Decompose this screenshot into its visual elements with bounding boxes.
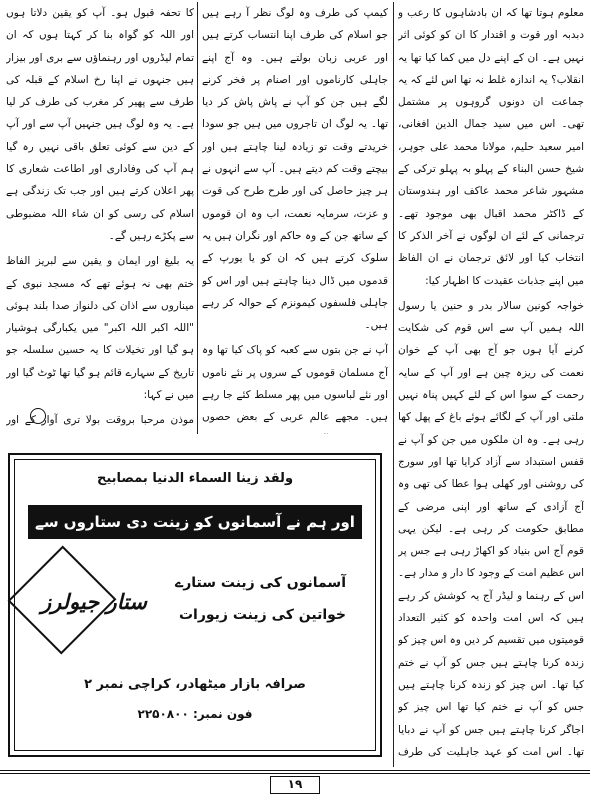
column-divider: [393, 2, 394, 767]
ad-slogan-line-2: خواتین کی زینت زیورات: [178, 607, 346, 623]
ad-address: صرافہ بازار میٹھادر، کراچی نمبر ۲: [84, 677, 306, 692]
paragraph: خواجہ کونین سالار بدر و حنین یا رسول اللہ ہمیں آپ سے اس قوم کی شکایت کرنے آیا ہوں جو آج بھی آپ کے خوان نعمت کی ریزہ چین ہے اور آپ کے سایہ رحمت کے سوا اس کے لئے کہیں پناہ نہیں ملتی اور آپ کے لگائے ہوئے باغ کے پھل کھا رہی ہے۔ وہ ان ملکوں میں جن کو آپ نے قفس استبداد سے آزاد کرایا تھا اور سورج کی روشنی اور کھلی ہوا عطا کی تھی وہ آج آزادی کے ساتھ اور اپنی مرضی کے مطابق حکومت کر رہی ہے۔ لیکن یہی قوم آج اس بنیاد کو اکھاڑ رہی ہے جس پر اس عظیم امت کے وجود کا دار و مدار ہے۔ اس کے رہنما و لیڈر آج یہ کوشش کر رہے ہیں کہ اس امت واحدہ کو کثیر التعداد قومیتوں میں تقسیم کر دیں وہ اس چیز کو زندہ کرنا چاہتے ہیں جس کو آپ نے ختم کیا تھا۔ اس چیز کو زندہ کرنا چاہتے ہیں جس کو آپ نے ختم کیا تھا اس چیز کو اجاگر کرنا چاہتے ہیں جس کو آپ نے دبایا تھا۔ اس امت کو عہد جاہلیت کی طرف: [398, 299, 584, 758]
article-column-middle: [202, 2, 388, 434]
page-number: ۱۹: [270, 776, 320, 794]
ad-slogan-line-1: آسمانوں کی زینت ستارے: [175, 575, 346, 591]
ad-banner: اور ہم نے آسمانوں کو زینت دی ستاروں سے: [28, 505, 362, 539]
paragraph: یہ بلیغ اور ایمان و یقین سے لبریز الفاظ ختم بھی نہ ہوئے تھے کہ مسجد نبوی کے میناروں سے اذان کی دلنواز صدا بلند ہوئی "اللہ اکبر اللہ اکبر" میں یکبارگی ہوشیار ہو گیا اور تخیلات کا یہ حسین سلسلہ جو تاریخ کے سہارے قائم ہو گیا تھا ٹوٹ گیا اور میں نے کہا:: [6, 255, 194, 402]
paragraph: آپ نے جن بتوں سے کعبہ کو پاک کیا تھا وہ آج مسلمان قوموں کے سروں پر نئے ناموں اور نئے لباسوں میں پھر مسلط کئے جا رہے ہیں۔ مجھے عالم عربی کے بعض حصوں: [202, 344, 388, 424]
paragraph: کیمپ کی طرف وہ لوگ نظر آ رہے ہیں جو اسلام کی طرف اپنا انتساب کرتے ہیں اور عربی زبان بولتے ہیں۔ وہ آج اپنے جاہلی کارناموں اور اصنام پر فخر کرنے لگے ہیں جن کو آپ نے پاش پاش کر دیا تھا۔ یہ لوگ ان تاجروں میں ہیں جو سودا خریدتے وقت تو زیادہ لینا چاہتے ہیں اور بیچتے وقت کم دیتے ہیں۔ آپ سے انہوں نے ہر چیز حاصل کی اور طرح طرح کی قوت و عزت، سرمایہ نعمت، اب وہ ان قوموں کے ساتھ جن کے وہ حاکم اور نگران ہیں یہ سلوک کرتے ہیں کہ ان کو یا یورپ کے قدموں میں ڈال دینا چاہتے ہیں اور اس کو جاہلی فلسفوں کیمونزم کے حوالہ کر رہے ہیں۔: [202, 7, 388, 332]
jewellers-advertisement: [8, 453, 382, 757]
end-marker-circle: [30, 408, 46, 424]
paragraph: معلوم ہوتا تھا کہ ان بادشاہوں کا رعب و دبدبہ اور قوت و اقتدار کا ان کو کوئی اثر نہیں ہے۔ ان کے اپنے دل میں کما کیا تھا یہ انقلاب؟ یہ اندازہ غلط نہ تھا اس لئے کہ یہ جماعت ان دونوں گروہوں پر مشتمل تھی۔ اس میں سید جمال الدین افغانی، امیر سعید حلیم، مولانا محمد علی جوہر، شیخ حسن البناء کے پہلو بہ پہلو ترکی کے مشہور شاعر محمد عاکف اور ہندوستان کے ڈاکٹر محمد اقبال بھی موجود تھے۔ ترجمانی کے لئے ان لوگوں نے آخر الذکر کا انتخاب کیا اور لائق ترجمان نے ان الفاظ میں اپنے جذبات عقیدت کا اظہار کیا:: [398, 7, 584, 287]
ad-logo: ستار جیولرز: [40, 590, 148, 614]
ad-verse: ولقد زینا السماء الدنیا بمصابیح: [96, 471, 294, 486]
paragraph: موذن مرحبا بروقت بولا تری آواز کے اور: [6, 414, 194, 427]
footer-rule-bottom: [0, 773, 590, 774]
ad-phone: فون نمبر: ۲۲۵۰۸۰۰: [137, 707, 253, 721]
article-column-left: [6, 2, 194, 434]
paragraph: کا تحفہ قبول ہو۔ آپ کو یقین دلاتا ہوں اور اللہ کو گواہ بنا کر کہتا ہوں کہ ان تمام لیڈروں اور رہنماؤں سے بری اور بیزار ہیں جنہوں نے اپنا رخ اسلام کے قبلہ کی طرف سے پھیر کر مغرب کی طرف کر لیا ہے۔ یہ وہ لوگ ہیں جنہیں آپ سے اور آپ کے دین سے کوئی تعلق باقی نہیں رہ گیا ہم آپ کی وفاداری اور اطاعت شعاری کا پھر اعلان کرتے ہیں اور جب تک زندگی ہے اسلام کی رسی کو ان شاء اللہ مضبوطی سے پکڑے رہیں گے۔: [6, 7, 194, 242]
footer-rule-top: [0, 770, 590, 771]
article-column-right: [398, 2, 584, 767]
column-divider: [197, 2, 198, 434]
